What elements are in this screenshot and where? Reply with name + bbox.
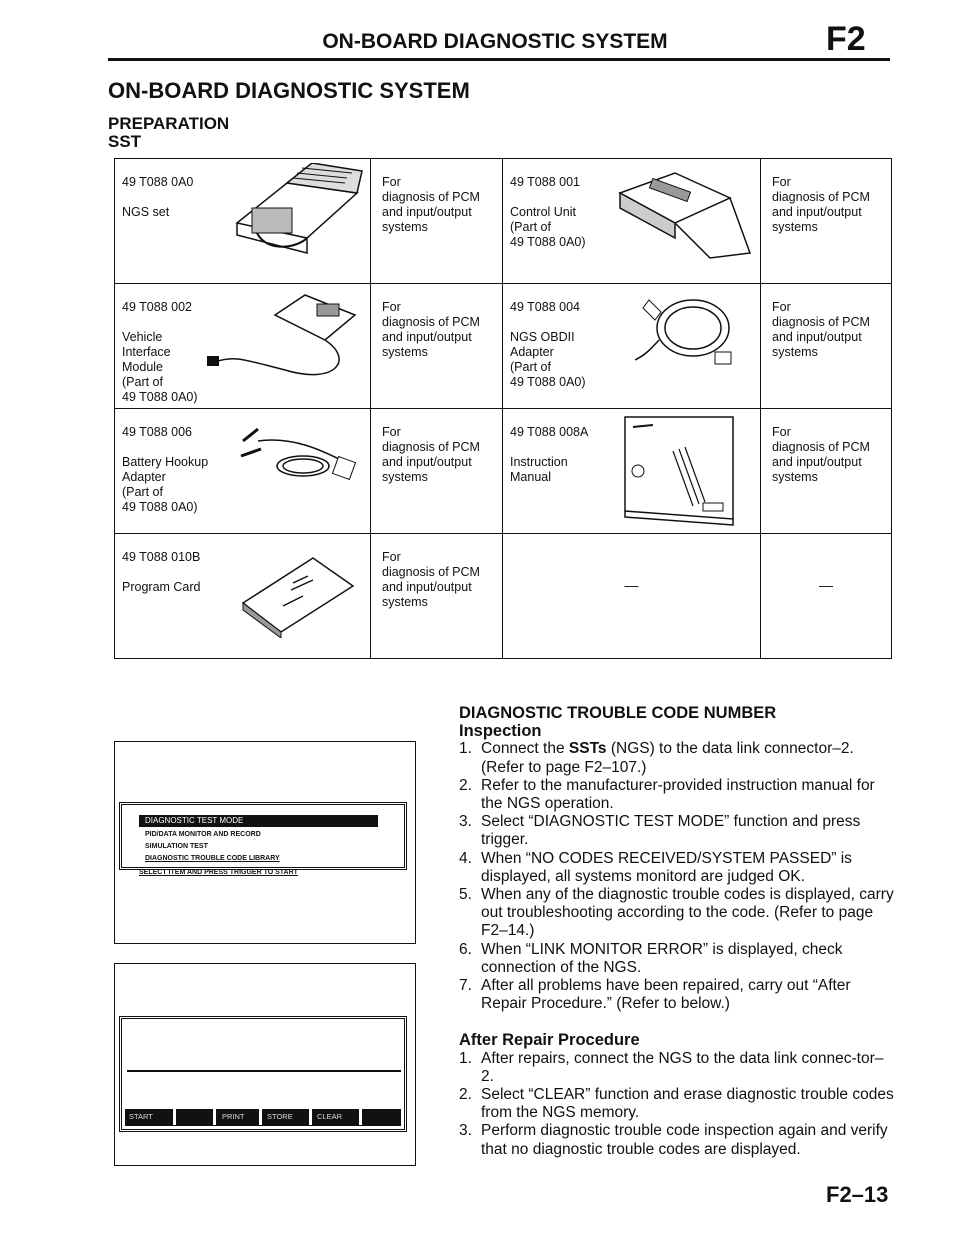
list-item: 2. Refer to the manufacturer-provided instruction manual for the NGS operation. (459, 776, 875, 813)
sst-table (114, 158, 892, 659)
list-item: 4. When “NO CODES RECEIVED/SYSTEM PASSED” is displayed, all systems monitord are judged OK. (459, 849, 852, 885)
purpose-text: For diagnosis of PCM and input/output systems (772, 425, 870, 484)
function-key-bar (125, 1109, 401, 1126)
purpose-text: For diagnosis of PCM and input/output systems (382, 175, 480, 234)
obd-adapter-illustration (615, 290, 755, 380)
ngs-set-illustration (227, 163, 367, 263)
subheading-sst: SST (108, 132, 142, 151)
purpose-text: For diagnosis of PCM and input/output systems (772, 175, 870, 234)
subheading-preparation: PREPARATION (108, 114, 230, 133)
empty-dash: — (819, 577, 833, 593)
empty-dash: — (624, 577, 639, 593)
running-header-title: ON-BOARD DIAGNOSTIC SYSTEM (322, 30, 668, 53)
list-item: 3. Select “DIAGNOSTIC TEST MODE” function and press trigger. (459, 813, 861, 849)
dtc-section (459, 704, 894, 1159)
battery-hookup-adapter-illustration (223, 421, 363, 511)
tool-label: 49 T088 010B Program Card (122, 550, 201, 594)
ngs-screen-clear (114, 963, 416, 1166)
purpose-text: For diagnosis of PCM and input/output systems (382, 425, 480, 484)
print-key: PRINT (222, 1112, 245, 1121)
list-item: 7. After all problems have been repaired, carry out “After Repair Procedure.” (Refer to below.) (459, 977, 851, 1013)
page-number: F2–13 (826, 1182, 889, 1207)
menu-item: DIAGNOSTIC TROUBLE CODE LIBRARY (145, 855, 280, 862)
store-key: STORE (267, 1112, 293, 1121)
tool-label: 49 T088 008A Instruction Manual (510, 425, 589, 484)
list-item: 1. Connect the SSTs (NGS) to the data link connector–2. (Refer to page F2–107.) (459, 740, 854, 776)
program-card-illustration (233, 548, 363, 638)
tool-label: 49 T088 0A0 NGS set (122, 175, 194, 219)
list-item: 3. Perform diagnostic trouble code inspection again and verify that no diagnostic trouble codes are displayed. (459, 1122, 888, 1158)
list-item: 1. After repairs, connect the NGS to the data link connec-tor–2. (459, 1049, 884, 1085)
list-item: 2. Select “CLEAR” function and erase diagnostic trouble codes from the NGS memory. (459, 1086, 894, 1122)
tool-label: 49 T088 006 Battery Hookup Adapter (Part of 49 T088 0A0) (122, 425, 209, 514)
test-mode-bar: DIAGNOSTIC TEST MODE (139, 815, 378, 827)
after-repair-heading: After Repair Procedure (459, 1031, 640, 1050)
control-unit-illustration (615, 163, 755, 263)
instruction-manual-illustration (613, 411, 743, 529)
section-code: F2 (826, 20, 866, 58)
dtc-title: DIAGNOSTIC TROUBLE CODE NUMBER (459, 704, 777, 722)
screen-footer: SELECT ITEM AND PRESS TRIGGER TO START (139, 869, 298, 876)
tool-label: 49 T088 004 NGS OBDII Adapter (Part of 49 T088 0A0) (510, 300, 586, 389)
menu-item: SIMULATION TEST (145, 843, 208, 850)
table-row (115, 409, 892, 534)
table-row (115, 284, 892, 409)
purpose-text: For diagnosis of PCM and input/output systems (772, 300, 870, 359)
screen-divider (127, 1070, 401, 1072)
header-rule (108, 58, 890, 61)
menu-item: PID/DATA MONITOR AND RECORD (145, 831, 261, 838)
clear-key: CLEAR (317, 1112, 343, 1121)
inspection-heading: Inspection (459, 722, 542, 741)
list-item: 5. When any of the diagnostic trouble codes is displayed, carry out troubleshooting according to the code. (Refer to page F2–14.) (459, 886, 894, 940)
table-row (115, 534, 892, 659)
tool-label: 49 T088 001 Control Unit (Part of 49 T088 0A0) (510, 175, 586, 249)
purpose-text: For diagnosis of PCM and input/output systems (382, 300, 480, 359)
section-title: ON-BOARD DIAGNOSTIC SYSTEM (108, 78, 470, 103)
start-key: START (129, 1112, 153, 1121)
tool-label: 49 T088 002 Vehicle Interface Module (Part of 49 T088 0A0) (122, 300, 198, 404)
purpose-text: For diagnosis of PCM and input/output systems (382, 550, 480, 609)
vehicle-interface-module-illustration (205, 290, 365, 380)
table-row (115, 159, 892, 284)
ngs-screen-test-mode (114, 741, 416, 944)
list-item: 6. When “LINK MONITOR ERROR” is displayed, check connection of the NGS. (459, 940, 843, 976)
